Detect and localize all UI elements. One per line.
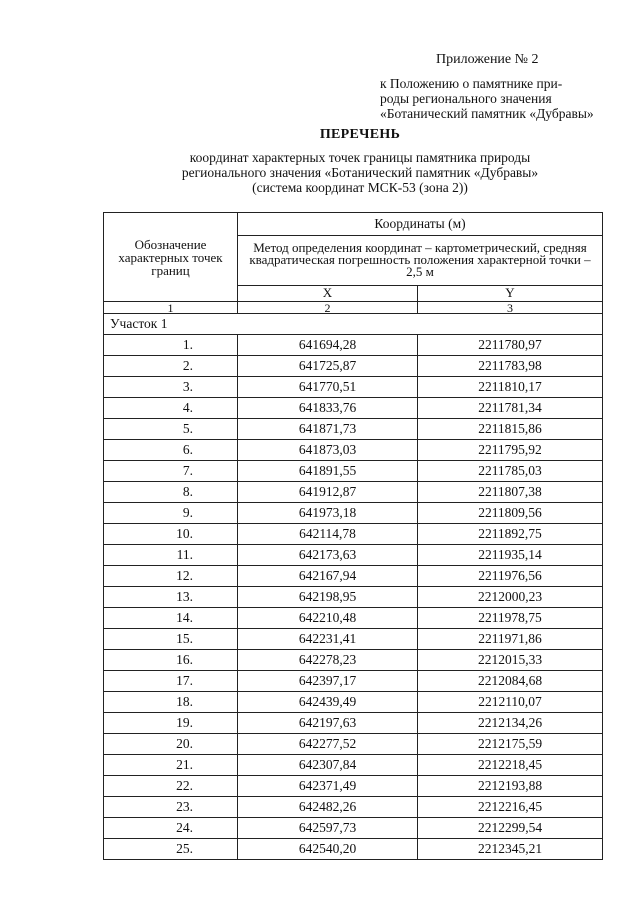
x-coordinate-cell: 641770,51 [238, 377, 418, 398]
point-number-cell: 18. [104, 692, 238, 713]
x-coordinate-cell: 641871,73 [238, 419, 418, 440]
point-number-cell: 1. [104, 335, 238, 356]
header-coordinates: Координаты (м) [238, 213, 603, 236]
section-label: Участок 1 [104, 314, 603, 335]
y-coordinate-cell: 2212015,33 [418, 650, 603, 671]
table-row [104, 524, 603, 545]
y-coordinate-cell: 2211971,86 [418, 629, 603, 650]
point-number-cell: 19. [104, 713, 238, 734]
y-coordinate-cell: 2211783,98 [418, 356, 603, 377]
x-coordinate-cell: 642307,84 [238, 755, 418, 776]
y-coordinate-cell: 2212110,07 [418, 692, 603, 713]
x-coordinate-cell: 642278,23 [238, 650, 418, 671]
y-coordinate-cell: 2212345,21 [418, 839, 603, 860]
x-coordinate-cell: 641973,18 [238, 503, 418, 524]
point-number-cell: 8. [104, 482, 238, 503]
y-coordinate-cell: 2211815,86 [418, 419, 603, 440]
table-row [104, 608, 603, 629]
y-coordinate-cell: 2211810,17 [418, 377, 603, 398]
point-number-cell: 2. [104, 356, 238, 377]
x-coordinate-cell: 642173,63 [238, 545, 418, 566]
x-coordinate-cell: 641891,55 [238, 461, 418, 482]
table-row [104, 818, 603, 839]
table-row [104, 503, 603, 524]
x-coordinate-cell: 642439,49 [238, 692, 418, 713]
y-coordinate-cell: 2211780,97 [418, 335, 603, 356]
point-number-cell: 23. [104, 797, 238, 818]
appendix-ref-line2: роды регионального значения [380, 91, 552, 106]
point-number-cell: 9. [104, 503, 238, 524]
header-x: X [238, 285, 418, 301]
point-number-cell: 25. [104, 839, 238, 860]
y-coordinate-cell: 2212299,54 [418, 818, 603, 839]
x-coordinate-cell: 642210,48 [238, 608, 418, 629]
x-coordinate-cell: 642397,17 [238, 671, 418, 692]
subtitle-line3: (система координат МСК-53 (зона 2)) [252, 180, 468, 195]
table-row [104, 734, 603, 755]
y-coordinate-cell: 2211978,75 [418, 608, 603, 629]
header-col-number-1: 1 [104, 302, 238, 314]
point-number-cell: 5. [104, 419, 238, 440]
coordinates-table [103, 212, 603, 860]
y-coordinate-cell: 2212134,26 [418, 713, 603, 734]
y-coordinate-cell: 2211976,56 [418, 566, 603, 587]
table-body [104, 314, 603, 860]
appendix-ref-line1: к Положению о памятнике при- [380, 76, 563, 91]
table-row [104, 335, 603, 356]
x-coordinate-cell: 642371,49 [238, 776, 418, 797]
table-row [104, 713, 603, 734]
document-subtitle [130, 150, 590, 195]
y-coordinate-cell: 2211892,75 [418, 524, 603, 545]
table-row [104, 629, 603, 650]
point-number-cell: 3. [104, 377, 238, 398]
point-number-cell: 12. [104, 566, 238, 587]
point-number-cell: 15. [104, 629, 238, 650]
appendix-header [380, 52, 630, 121]
y-coordinate-cell: 2212218,45 [418, 755, 603, 776]
table-row [104, 461, 603, 482]
x-coordinate-cell: 642231,41 [238, 629, 418, 650]
y-coordinate-cell: 2212216,45 [418, 797, 603, 818]
appendix-ref-line3: «Ботанический памятник «Дубравы» [380, 106, 594, 121]
x-coordinate-cell: 641725,87 [238, 356, 418, 377]
table-row [104, 692, 603, 713]
header-method: Метод определения координат – картометрический, средняя квадратическая погрешность положения характерной точки – 2,5 м [238, 235, 603, 285]
table-row [104, 566, 603, 587]
header-point-label: Обозначение характерных точек границ [104, 213, 238, 302]
point-number-cell: 16. [104, 650, 238, 671]
subtitle-line2: регионального значения «Ботанический памятник «Дубравы» [181, 165, 539, 180]
table-row [104, 377, 603, 398]
table-row [104, 587, 603, 608]
point-number-cell: 22. [104, 776, 238, 797]
table-row [104, 398, 603, 419]
header-y: Y [418, 285, 603, 301]
table-row [104, 545, 603, 566]
document-title: ПЕРЕЧЕНЬ [319, 127, 401, 142]
table-row [104, 755, 603, 776]
point-number-cell: 21. [104, 755, 238, 776]
subtitle-line1: координат характерных точек границы памятника природы [189, 150, 531, 165]
table-row [104, 482, 603, 503]
y-coordinate-cell: 2211809,56 [418, 503, 603, 524]
point-number-cell: 20. [104, 734, 238, 755]
x-coordinate-cell: 641833,76 [238, 398, 418, 419]
point-number-cell: 17. [104, 671, 238, 692]
x-coordinate-cell: 642114,78 [238, 524, 418, 545]
x-coordinate-cell: 641694,28 [238, 335, 418, 356]
x-coordinate-cell: 641873,03 [238, 440, 418, 461]
table-row [104, 776, 603, 797]
y-coordinate-cell: 2211785,03 [418, 461, 603, 482]
x-coordinate-cell: 642597,73 [238, 818, 418, 839]
appendix-number: Приложение № 2 [436, 52, 539, 67]
header-col-number-2: 2 [238, 302, 418, 314]
table-row [104, 671, 603, 692]
y-coordinate-cell: 2211935,14 [418, 545, 603, 566]
y-coordinate-cell: 2211795,92 [418, 440, 603, 461]
table-row [104, 440, 603, 461]
point-number-cell: 24. [104, 818, 238, 839]
x-coordinate-cell: 642540,20 [238, 839, 418, 860]
point-number-cell: 14. [104, 608, 238, 629]
y-coordinate-cell: 2212193,88 [418, 776, 603, 797]
y-coordinate-cell: 2212175,59 [418, 734, 603, 755]
x-coordinate-cell: 642167,94 [238, 566, 418, 587]
point-number-cell: 4. [104, 398, 238, 419]
table-row [104, 797, 603, 818]
y-coordinate-cell: 2212000,23 [418, 587, 603, 608]
x-coordinate-cell: 642277,52 [238, 734, 418, 755]
point-number-cell: 10. [104, 524, 238, 545]
section-row [104, 314, 603, 335]
point-number-cell: 6. [104, 440, 238, 461]
y-coordinate-cell: 2211781,34 [418, 398, 603, 419]
table-row [104, 419, 603, 440]
point-number-cell: 7. [104, 461, 238, 482]
table-row [104, 839, 603, 860]
y-coordinate-cell: 2212084,68 [418, 671, 603, 692]
x-coordinate-cell: 642482,26 [238, 797, 418, 818]
point-number-cell: 13. [104, 587, 238, 608]
x-coordinate-cell: 642197,63 [238, 713, 418, 734]
y-coordinate-cell: 2211807,38 [418, 482, 603, 503]
x-coordinate-cell: 641912,87 [238, 482, 418, 503]
table-row [104, 650, 603, 671]
table-row [104, 356, 603, 377]
point-number-cell: 11. [104, 545, 238, 566]
x-coordinate-cell: 642198,95 [238, 587, 418, 608]
header-col-number-3: 3 [418, 302, 603, 314]
